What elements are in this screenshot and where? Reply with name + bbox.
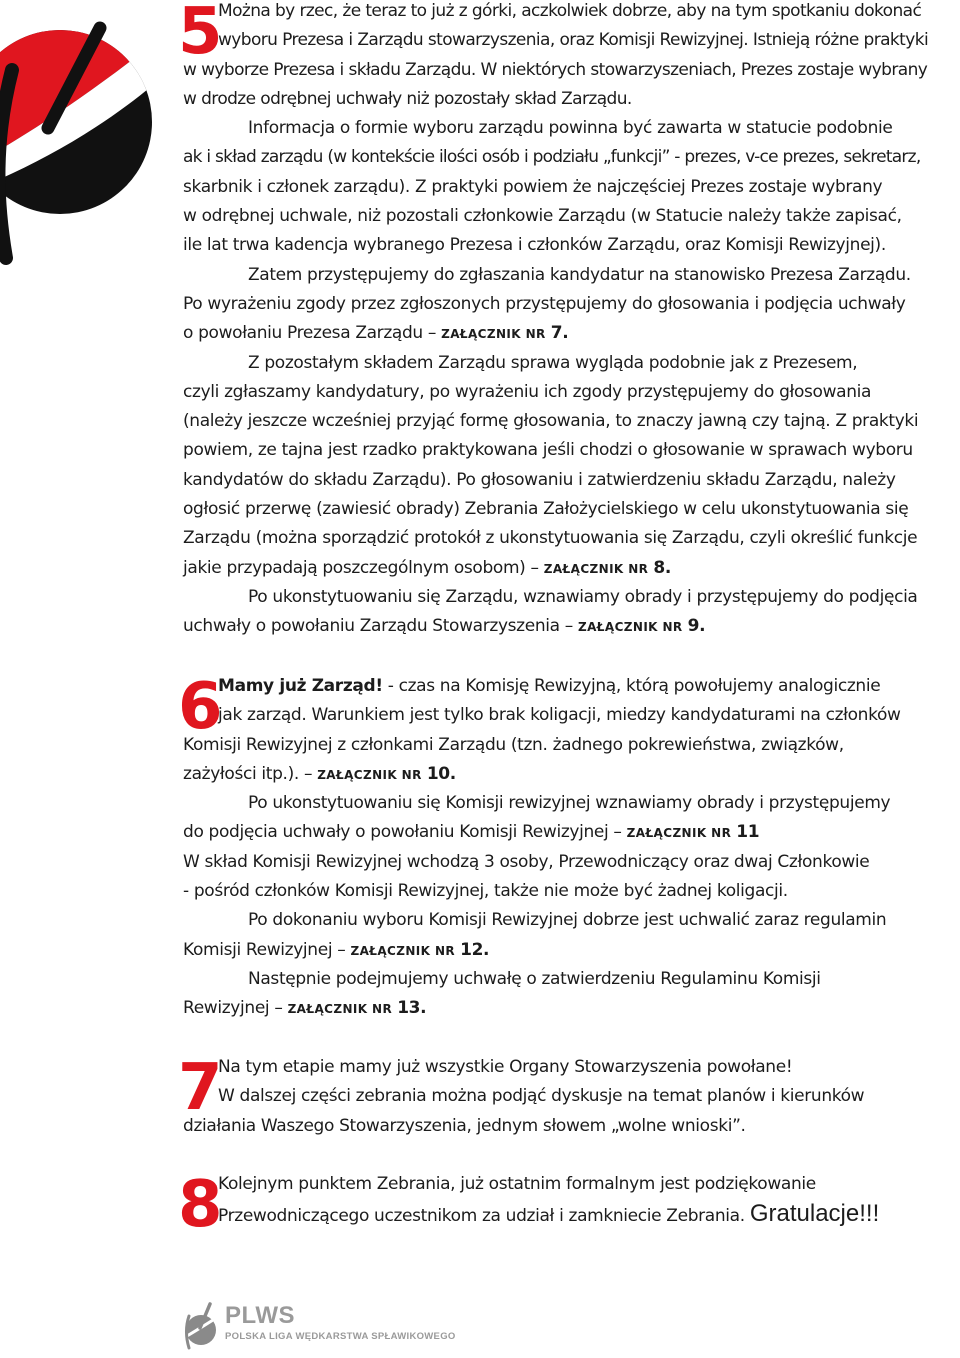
paragraph-line: ak i skład zarządu (w kontekście ilości osób i podziału „funkcji” - prezes, v-ce prezes, sekretarz, <box>183 147 921 168</box>
paragraph-line: Rewizyjnej – ZAŁĄCZNIK NR 13. <box>183 998 427 1019</box>
paragraph-line: ile lat trwa kadencja wybranego Prezesa i członków Zarządu, oraz Komisji Rewizyjnej). <box>183 235 886 256</box>
paragraph-line: - pośród członków Komisji Rewizyjnej, także nie może być żadnej koligacji. <box>183 881 788 902</box>
paragraph-line: skarbnik i członek zarządu). Z praktyki powiem że najczęściej Prezes zostaje wybrany <box>183 176 883 197</box>
fishing-float-graphic <box>0 0 170 270</box>
step-number-6: 6 <box>178 670 221 744</box>
attachment-ref: ZAŁĄCZNIK NR <box>350 943 456 958</box>
step-number-8: 8 <box>178 1168 221 1242</box>
paragraph-line: W dalszej części zebrania można podjąć dyskusje na temat planów i kierunków <box>218 1086 865 1107</box>
paragraph-line: zażyłości itp.). – ZAŁĄCZNIK NR 10. <box>183 763 456 784</box>
step-number-5: 5 <box>178 0 221 69</box>
paragraph-line: Informacja o formie wyboru zarządu powinna być zawarta w statucie podobnie <box>248 118 893 139</box>
paragraph-line: Następnie podejmujemy uchwałę o zatwierdzeniu Regulaminu Komisji <box>248 968 821 989</box>
paragraph-line: działania Waszego Stowarzyszenia, jednym słowem „wolne wnioski”. <box>183 1115 746 1136</box>
section-6-body <box>183 672 960 1024</box>
section-7-body <box>183 1053 960 1141</box>
attachment-ref: ZAŁĄCZNIK NR <box>577 620 683 635</box>
paragraph-line: Zatem przystępujemy do zgłaszania kandydatur na stanowisko Prezesa Zarządu. <box>248 264 911 285</box>
section-8-body <box>183 1170 960 1229</box>
paragraph-line: Po dokonaniu wyboru Komisji Rewizyjnej dobrze jest uchwalić zaraz regulamin <box>248 910 887 931</box>
paragraph-line: w drodze odrębnej uchwały niż pozostały skład Zarządu. <box>183 88 632 109</box>
paragraph-line: powiem, ze tajna jest rzadko praktykowana jeśli chodzi o głosowanie w sprawach wyboru <box>183 440 913 461</box>
paragraph-line: w odrębnej uchwale, niż pozostali członkowie Zarządu (w Statucie należy także zapisać, <box>183 206 902 227</box>
paragraph-line: Komisji Rewizyjnej – ZAŁĄCZNIK NR 12. <box>183 939 490 960</box>
attachment-ref: ZAŁĄCZNIK NR <box>543 561 649 576</box>
attachment-ref: ZAŁĄCZNIK NR <box>626 826 732 841</box>
paragraph-line: uchwały o powołaniu Zarządu Stowarzyszenia – ZAŁĄCZNIK NR 9. <box>183 616 706 637</box>
paragraph-line: Przewodniczącego uczestnikom za udział i zamkniecie Zebrania. Gratulacje!!! <box>218 1200 880 1228</box>
paragraph-line: Z pozostałym składem Zarządu sprawa wygląda podobnie jak z Prezesem, <box>248 352 858 373</box>
paragraph-line: Mamy już Zarząd! - czas na Komisję Rewizyjną, którą powołujemy analogicznie <box>218 676 881 696</box>
paragraph-line: Zarządu (można sporządzić protokół z ukonstytuowania się Zarządu, czyli określić funkcje <box>183 528 918 549</box>
paragraph-line: W skład Komisji Rewizyjnej wchodzą 3 osoby, Przewodniczący oraz dwaj Członkowie <box>183 851 870 872</box>
plws-logo <box>183 1300 483 1350</box>
attachment-ref: ZAŁĄCZNIK NR <box>317 767 422 782</box>
paragraph-line: w wyborze Prezesa i składu Zarządu. W niektórych stowarzyszeniach, Prezes zostaje wybrany <box>183 59 928 80</box>
logo-subtitle: POLSKA LIGA WĘDKARSTWA SPŁAWIKOWEGO <box>225 1331 456 1342</box>
paragraph-line: jakie przypadają poszczególnym osobom) – ZAŁĄCZNIK NR 8. <box>183 557 671 578</box>
section-5-body <box>183 0 960 642</box>
paragraph-line: Na tym etapie mamy już wszystkie Organy Stowarzyszenia powołane! <box>218 1057 793 1077</box>
paragraph-line: Po ukonstytuowaniu się Zarządu, wznawiamy obrady i przystępujemy do podjęcia <box>248 586 918 607</box>
paragraph-line: o powołaniu Prezesa Zarządu – ZAŁĄCZNIK NR 7. <box>183 323 569 344</box>
logo-title: PLWS <box>225 1302 296 1329</box>
logo-float-icon <box>183 1300 223 1350</box>
step-number-7: 7 <box>178 1051 221 1125</box>
attachment-ref: ZAŁĄCZNIK NR <box>287 1002 393 1017</box>
paragraph-line: Kolejnym punktem Zebrania, już ostatnim formalnym jest podziękowanie <box>218 1174 816 1194</box>
attachment-ref: ZAŁĄCZNIK NR <box>441 327 546 342</box>
paragraph-line: do podjęcia uchwały o powołaniu Komisji Rewizyjnej – ZAŁĄCZNIK NR 11 <box>183 822 760 843</box>
paragraph-line: ogłosić przerwę (zawiesić obrady) Zebrania Założycielskiego w celu ukonstytuowania się <box>183 499 909 520</box>
paragraph-line: Po wyrażeniu zgody przez zgłoszonych przystępujemy do głosowania i podjęcia uchwały <box>183 293 906 314</box>
paragraph-line: jak zarząd. Warunkiem jest tylko brak koligacji, miedzy kandydaturami na członków <box>218 705 901 726</box>
paragraph-line: Można by rzec, że teraz to już z górki, aczkolwiek dobrze, aby na tym spotkaniu dokonać <box>218 1 922 21</box>
paragraph-line: Komisji Rewizyjnej z członkami Zarządu (tzn. żadnego pokrewieństwa, związków, <box>183 734 844 755</box>
paragraph-line: (należy jeszcze wcześniej przyjąć formę głosowania, to znaczy jawną czy tajną. Z praktyki <box>183 411 919 432</box>
paragraph-line: wyboru Prezesa i Zarządu stowarzyszenia, oraz Komisji Rewizyjnej. Istnieją różne praktyki <box>218 30 929 51</box>
paragraph-line: czyli zgłaszamy kandydatury, po wyrażeniu ich zgody przystępujemy do głosowania <box>183 381 872 402</box>
congratulations-text: Gratulacje!!! <box>749 1200 880 1228</box>
paragraph-line: Po ukonstytuowaniu się Komisji rewizyjnej wznawiamy obrady i przystępujemy <box>248 793 891 814</box>
paragraph-line: kandydatów do składu Zarządu). Po głosowaniu i zatwierdzeniu składu Zarządu, należy <box>183 469 896 490</box>
